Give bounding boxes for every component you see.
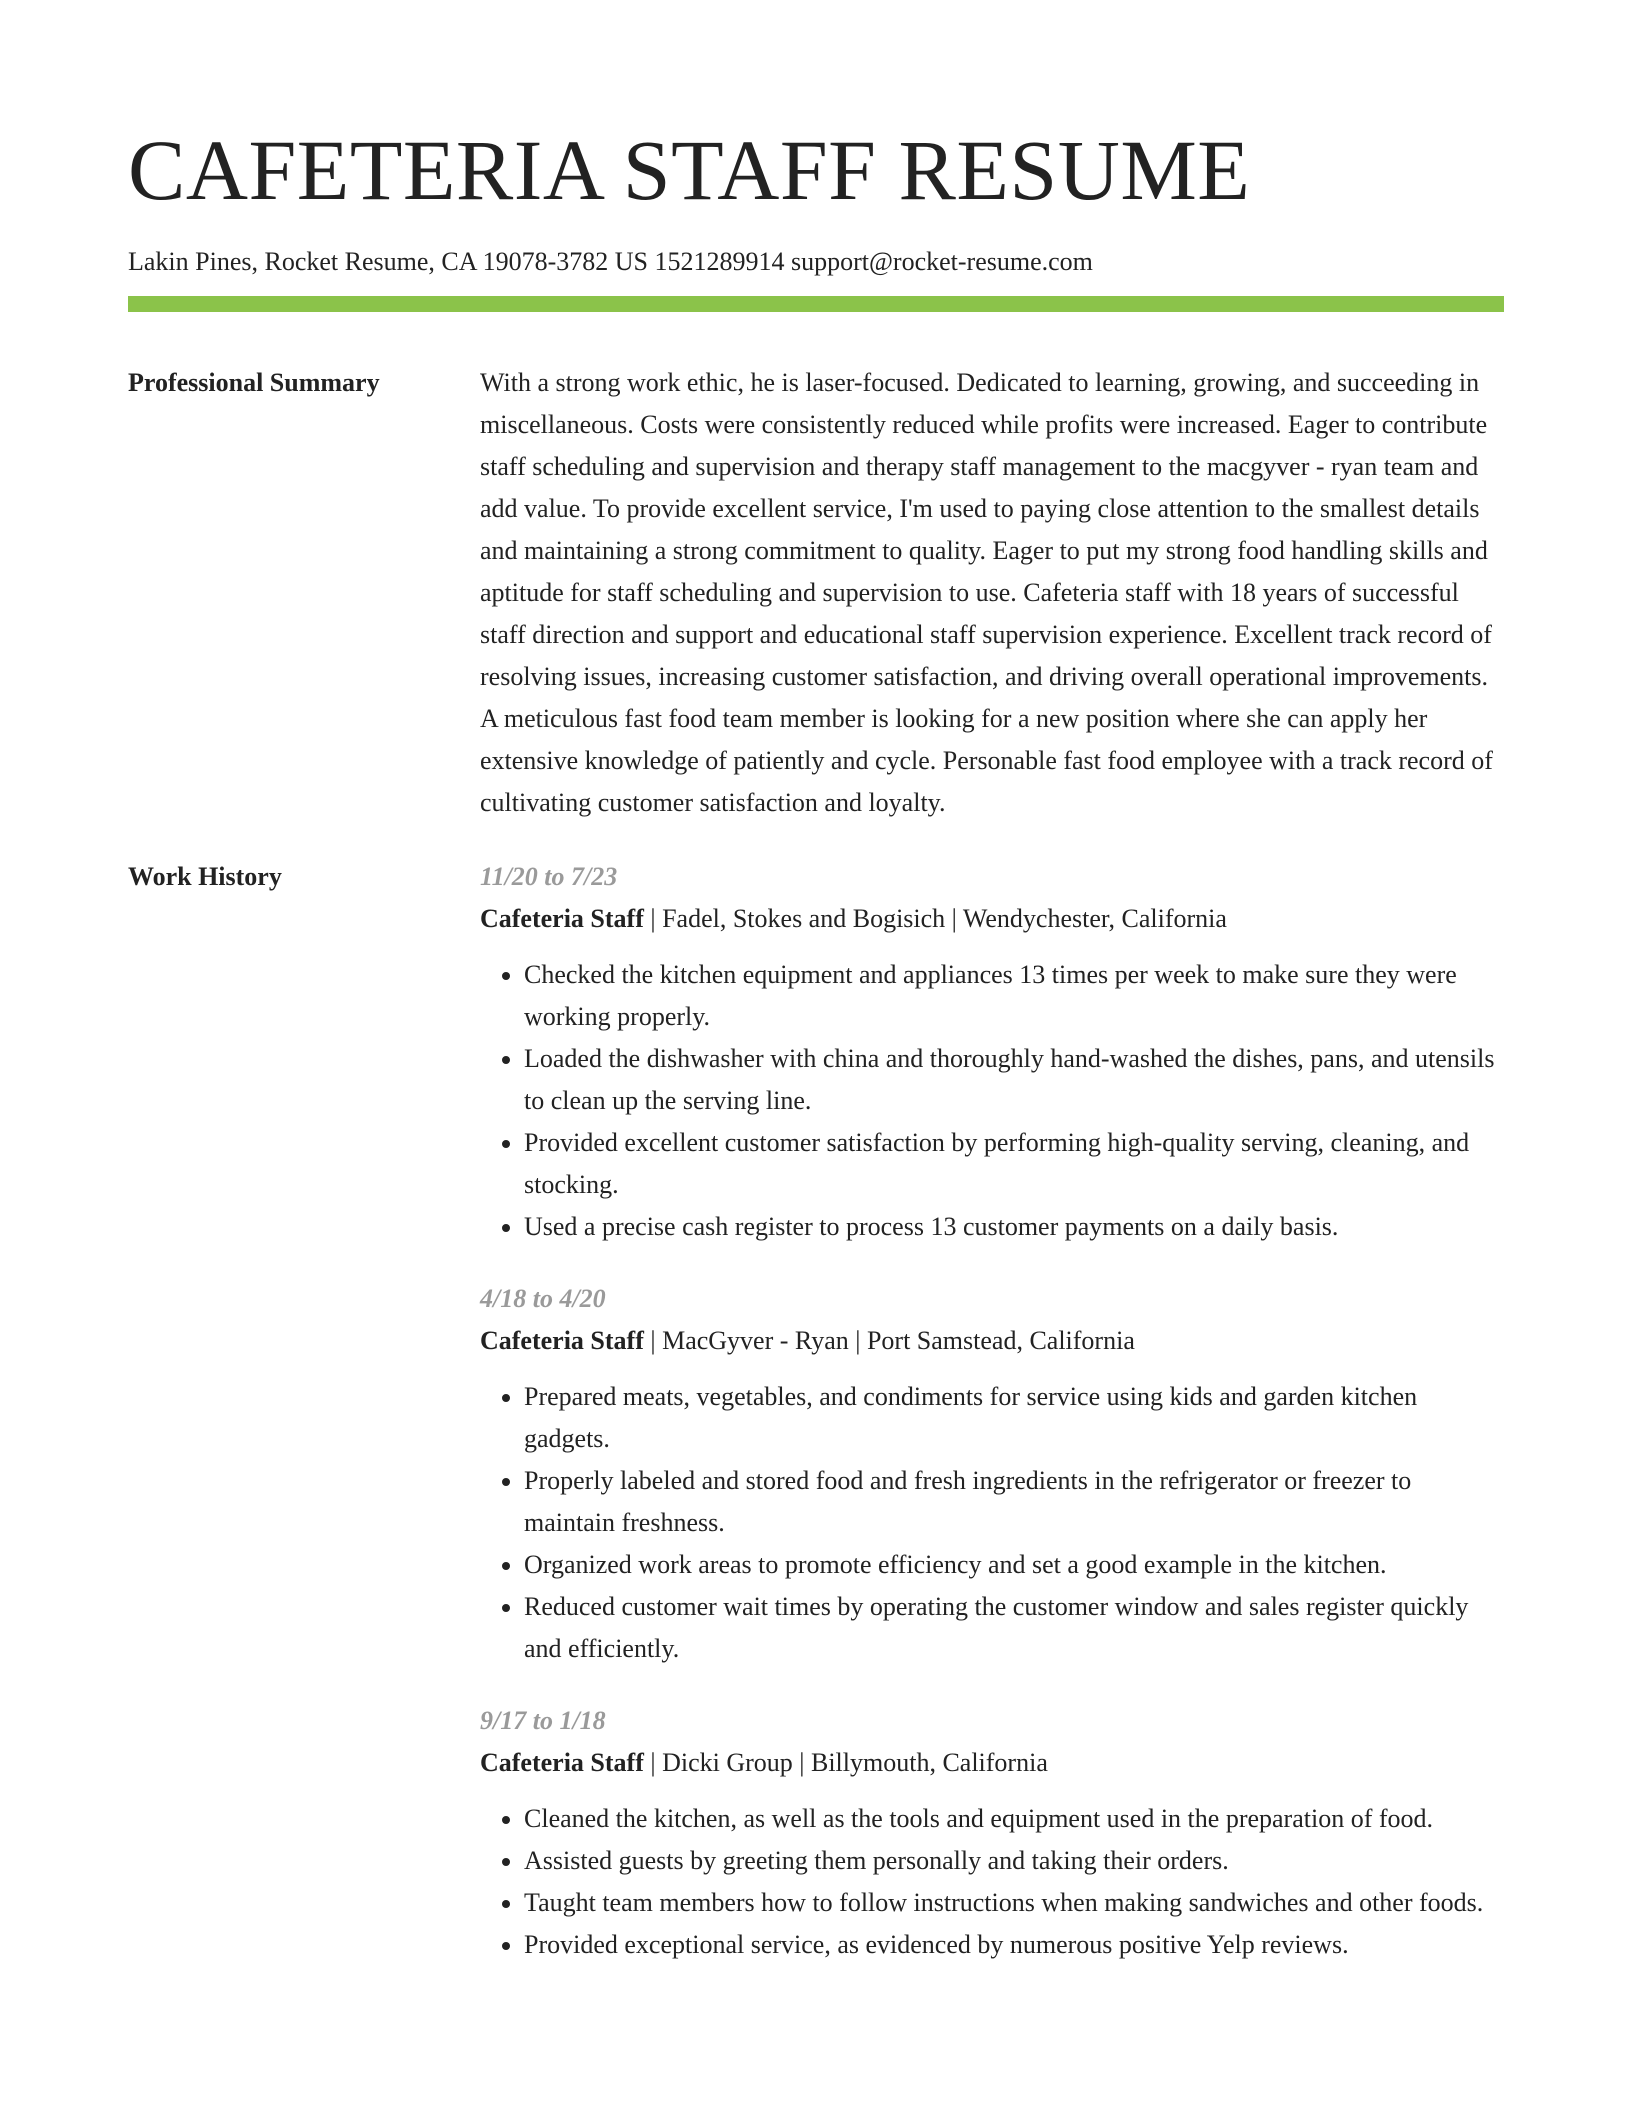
resume-page: [128, 0, 1504, 1996]
job-bullet: • Loaded the dishwasher with china and thoroughly hand-washed the dishes, pans, and utensils to clean up the serving line.: [524, 1038, 1504, 1122]
job-bullet: • Provided excellent customer satisfaction by performing high-quality serving, cleaning, and stocking.: [524, 1122, 1504, 1206]
section-body: [480, 856, 1504, 1996]
job-entry: [480, 1700, 1504, 1966]
job-bullet: • Taught team members how to follow instructions when making sandwiches and other foods.: [524, 1882, 1504, 1924]
job-dates: 11/20 to 7/23: [480, 862, 618, 891]
job-details: | Dicki Group | Billymouth, California: [643, 1748, 1048, 1777]
section-body: [480, 362, 1504, 824]
job-bullet: • Reduced customer wait times by operating the customer window and sales register quickly and efficiently.: [524, 1586, 1504, 1670]
section-heading: Work History: [128, 862, 282, 891]
job-details: | MacGyver - Ryan | Port Samstead, California: [643, 1326, 1135, 1355]
job-dates: 4/18 to 4/20: [480, 1284, 606, 1313]
job-header: [480, 898, 1504, 940]
job-bullet: • Prepared meats, vegetables, and condiments for service using kids and garden kitchen gadgets.: [524, 1376, 1504, 1460]
header-divider: [128, 296, 1504, 312]
job-bullet: • Properly labeled and stored food and fresh ingredients in the refrigerator or freezer to maintain freshness.: [524, 1460, 1504, 1544]
job-title: Cafeteria Staff: [480, 1326, 644, 1355]
job-bullet: • Checked the kitchen equipment and appliances 13 times per week to make sure they were working properly.: [524, 954, 1504, 1038]
job-header: [480, 1320, 1504, 1362]
job-bullet: • Cleaned the kitchen, as well as the tools and equipment used in the preparation of food.: [524, 1798, 1504, 1840]
job-bullet: • Organized work areas to promote efficiency and set a good example in the kitchen.: [524, 1544, 1504, 1586]
job-bullet: • Provided exceptional service, as evidenced by numerous positive Yelp reviews.: [524, 1924, 1504, 1966]
job-bullet-list: [480, 954, 1504, 1248]
job-title: Cafeteria Staff: [480, 904, 644, 933]
job-bullet-list: [480, 1376, 1504, 1670]
job-bullet: • Used a precise cash register to process 13 customer payments on a daily basis.: [524, 1206, 1504, 1248]
job-entry: [480, 856, 1504, 1248]
professional-summary-section: [128, 362, 1504, 824]
resume-title: CAFETERIA STAFF RESUME: [128, 122, 1251, 218]
job-details: | Fadel, Stokes and Bogisich | Wendychester, California: [643, 904, 1227, 933]
work-history-section: [128, 856, 1504, 1996]
job-title: Cafeteria Staff: [480, 1748, 644, 1777]
section-heading: Professional Summary: [128, 368, 380, 397]
job-header: [480, 1742, 1504, 1784]
summary-text: With a strong work ethic, he is laser-focused. Dedicated to learning, growing, and succeeding in miscellaneous. Costs were consistently reduced while profits were increased. Eager to contribute staff scheduling and supervision and therapy staff management to the macgyver - ryan team and add value. To provide excellent service, I'm used to paying close attention to the smallest details and maintaining a strong commitment to quality. Eager to put my strong food handling skills and aptitude for staff scheduling and supervision to use. Cafeteria staff with 18 years of successful staff direction and support and educational staff supervision experience. Excellent track record of resolving issues, increasing customer satisfaction, and driving overall operational improvements. A meticulous fast food team member is looking for a new position where she can apply her extensive knowledge of patiently and cycle. Personable fast food employee with a track record of cultivating customer satisfaction and loyalty.: [480, 368, 1493, 817]
contact-line: Lakin Pines, Rocket Resume, CA 19078-3782 US 1521289914 support@rocket-resume.com: [128, 247, 1093, 276]
job-bullet: • Assisted guests by greeting them personally and taking their orders.: [524, 1840, 1504, 1882]
job-entry: [480, 1278, 1504, 1670]
job-dates: 9/17 to 1/18: [480, 1706, 606, 1735]
job-bullet-list: [480, 1798, 1504, 1966]
